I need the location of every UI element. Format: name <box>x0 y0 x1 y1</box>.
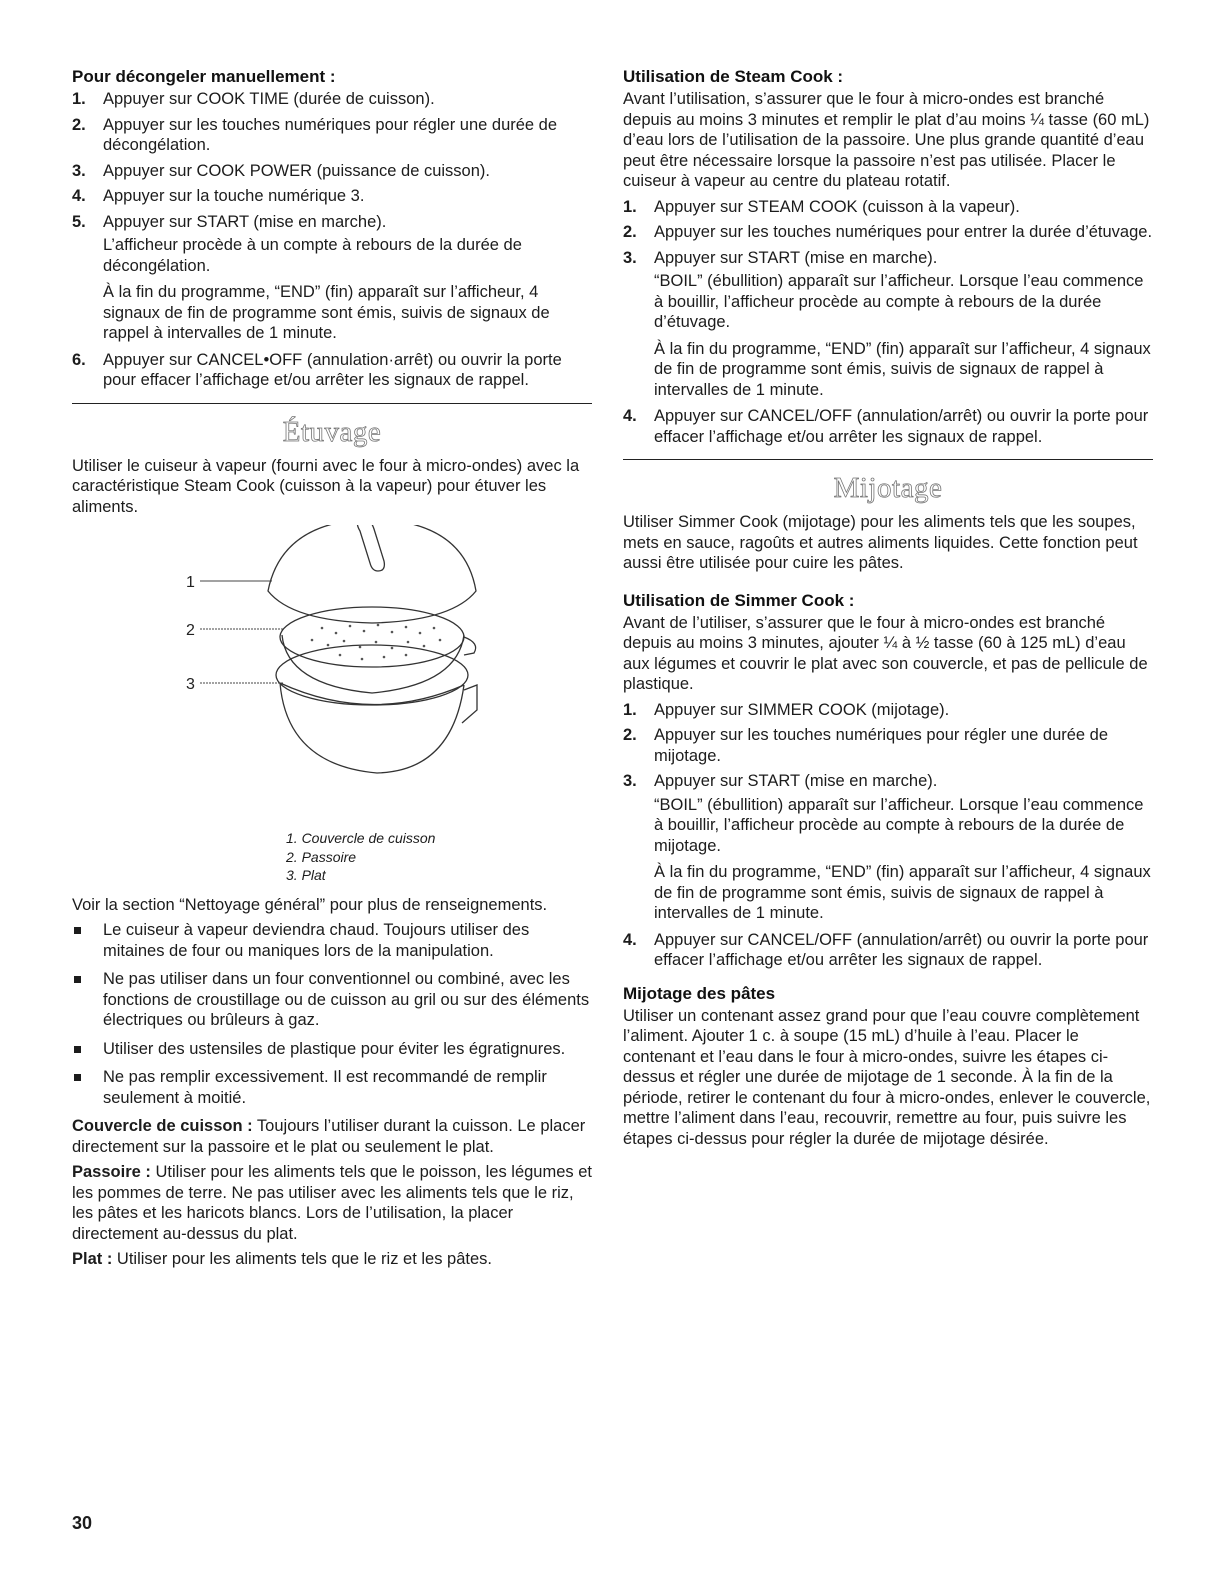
steam-steps <box>623 197 1153 448</box>
step-text: Appuyer sur CANCEL/OFF (annulation/arrêt) ou ouvrir la porte pour effacer l’affichage et/ou arrêter les signaux de rappel. <box>654 930 1149 969</box>
step-text: Appuyer sur COOK POWER (puissance de cuisson). <box>103 161 490 180</box>
step-text: Appuyer sur START (mise en marche). <box>103 212 387 231</box>
list-item <box>72 89 592 110</box>
steamer-figure <box>72 525 592 825</box>
section-divider <box>72 403 592 404</box>
caption: 1. Couvercle de cuisson <box>286 830 436 846</box>
simmer-steps <box>623 700 1153 971</box>
list-item <box>72 115 592 156</box>
step-number: 1. <box>72 90 86 108</box>
steamer-illustration <box>72 525 592 825</box>
strainer-label: Passoire : <box>72 1163 151 1181</box>
list-item <box>623 930 1153 971</box>
bullet-text: Ne pas utiliser dans un four conventionnel ou combiné, avec les fonctions de croustillage ou de cuisson au gril ou sur des éléments électriques ou brûleurs à gaz. <box>103 970 590 1029</box>
simmer-heading: Utilisation de Simmer Cook : <box>623 590 855 610</box>
dish-label: Plat : <box>72 1250 113 1268</box>
list-item <box>623 700 1153 721</box>
step-number: 4. <box>623 407 637 425</box>
step-subtext: L’afficheur procède à un compte à rebours de la durée de décongélation. <box>103 236 522 275</box>
step-number: 1. <box>623 700 637 719</box>
step-text: Appuyer sur CANCEL•OFF (annulation·arrêt) ou ouvrir la porte pour effacer l’affichage et/ou arrêter les signaux de rappel. <box>103 350 562 389</box>
step-text: Appuyer sur les touches numériques pour entrer la durée d’étuvage. <box>654 223 1153 241</box>
steam-heading: Utilisation de Steam Cook : <box>623 67 844 86</box>
list-item <box>623 406 1153 447</box>
see-section-text: Voir la section “Nettoyage général” pour plus de renseignements. <box>72 895 548 914</box>
caption: 3. Plat <box>286 867 326 883</box>
figure-captions <box>286 829 592 885</box>
page-number: 30 <box>72 1513 93 1533</box>
step-text: Appuyer sur SIMMER COOK (mijotage). <box>654 700 950 719</box>
step-number: 6. <box>72 350 86 369</box>
etuvage-intro: Utiliser le cuiseur à vapeur (fourni avec le four à micro-ondes) avec la caractéristique Steam Cook (cuisson à la vapeur) pour étuver les aliments. <box>72 456 580 516</box>
mijotage-title: Mijotage <box>833 472 943 504</box>
step-text: Appuyer sur la touche numérique 3. <box>103 187 365 205</box>
dish-text: Utiliser pour les aliments tels que le riz et les pâtes. <box>112 1250 493 1268</box>
bullet-text: Le cuiseur à vapeur deviendra chaud. Toujours utiliser des mitaines de four ou maniques lors de la manipulation. <box>103 921 530 960</box>
list-item <box>72 212 592 344</box>
list-item <box>72 186 592 207</box>
lid-paragraph <box>72 1116 592 1157</box>
lid-text: Toujours l’utiliser durant la cuisson. Le placer directement sur la passoire et le plat ou seulement le plat. <box>72 1117 586 1156</box>
figure-label: 2 <box>186 622 195 639</box>
defrost-steps <box>72 89 592 391</box>
mijotage-intro: Utiliser Simmer Cook (mijotage) pour les aliments tels que les soupes, mets en sauce, ragoûts et autres aliments liquides. Cette fonction peut aussi être utilisée pour cuire les pâtes. <box>623 513 1138 572</box>
step-text: Appuyer sur les touches numériques pour régler une durée de décongélation. <box>103 115 558 154</box>
left-column <box>72 66 592 1275</box>
list-item <box>72 1039 592 1060</box>
step-text: Appuyer sur CANCEL/OFF (annulation/arrêt) ou ouvrir la porte pour effacer l’affichage et/ou arrêter les signaux de rappel. <box>654 407 1149 446</box>
list-item <box>72 161 592 182</box>
step-number: 1. <box>623 197 637 216</box>
figure-label: 3 <box>186 676 195 693</box>
warning-bullets <box>72 920 592 1108</box>
step-number: 3. <box>623 248 637 267</box>
square-bullet-icon <box>74 1046 81 1053</box>
strainer-paragraph <box>72 1162 592 1244</box>
etuvage-title: Étuvage <box>282 415 382 448</box>
caption: 2. Passoire <box>286 848 357 865</box>
step-number: 3. <box>72 161 86 180</box>
figure-label: 1 <box>186 574 195 591</box>
step-number: 2. <box>623 726 637 744</box>
bullet-text: Utiliser des ustensiles de plastique pour éviter les égratignures. <box>103 1039 566 1058</box>
pasta-text: Utiliser un contenant assez grand pour que l’eau couvre complètement l’aliment. Ajouter 1 c. à soupe (15 mL) d’huile à l’eau. Placer le contenant et l’eau dans le four à micro-ondes, suivre les étapes ci-dessus et régler une durée de mijotage de 1 seconde. À la fin de la période, retirer le contenant du four à micro-ondes, enlever le couvercle, mettre l’aliment dans l’eau, recouvrir, remettre au four, puis suivre les étapes ci-dessus pour régler la durée de mijotage désirée. <box>623 1006 1151 1148</box>
step-number: 5. <box>72 212 86 231</box>
step-subtext: “BOIL” (ébullition) apparaît sur l’afficheur. Lorsque l’eau commence à bouillir, l’afficheur procède au compte à rebours de la durée de mijotage. <box>654 795 1144 855</box>
dish-paragraph <box>72 1249 592 1270</box>
steam-intro: Avant l’utilisation, s’assurer que le four à micro-ondes est branché depuis au moins 3 minutes et remplir le plat d’au moins ¼ tasse (60 mL) d’eau lors de l’utilisation de la passoire. Une plus grande quantité d’eau peut être nécessaire lorsque la passoire n’est pas utilisée. Placer le cuiseur à vapeur au centre du plateau rotatif. <box>623 90 1150 190</box>
step-subtext: “BOIL” (ébullition) apparaît sur l’afficheur. Lorsque l’eau commence à bouillir, l’afficheur procède au compte à rebours de la durée d’étuvage. <box>654 272 1144 331</box>
list-item <box>72 1067 592 1108</box>
list-item <box>623 248 1153 401</box>
step-subtext: À la fin du programme, “END” (fin) apparaît sur l’afficheur, 4 signaux de fin de programme sont émis, suivis de signaux de rappel à intervalles de 1 minute. <box>654 339 1151 399</box>
step-text: Appuyer sur START (mise en marche). <box>654 248 938 267</box>
square-bullet-icon <box>74 927 81 934</box>
list-item <box>72 969 592 1031</box>
simmer-intro: Avant de l’utiliser, s’assurer que le four à micro-ondes est branché depuis au moins 3 minutes, ajouter ¼ à ½ tasse (60 à 125 mL) d’eau aux légumes et couvrir le plat avec son couvercle, et pas de pellicule de plastique. <box>623 613 1148 693</box>
step-subtext: À la fin du programme, “END” (fin) apparaît sur l’afficheur, 4 signaux de fin de programme sont émis, suivis de signaux de rappel à intervalles de 1 minute. <box>103 283 550 342</box>
step-text: Appuyer sur STEAM COOK (cuisson à la vapeur). <box>654 197 1020 216</box>
defrost-heading: Pour décongeler manuellement : <box>72 67 336 86</box>
step-text: Appuyer sur COOK TIME (durée de cuisson). <box>103 90 435 108</box>
list-item <box>623 725 1153 766</box>
step-number: 4. <box>623 930 637 949</box>
list-item <box>72 920 592 961</box>
section-divider <box>623 459 1153 460</box>
pasta-heading: Mijotage des pâtes <box>623 983 776 1003</box>
strainer-text: Utiliser pour les aliments tels que le poisson, les légumes et les pommes de terre. Ne pas utiliser avec les aliments tels que le riz, les pâtes et les haricots blancs. Lors de l’utilisation, la placer directement au-dessus du plat. <box>72 1163 593 1243</box>
step-text: Appuyer sur START (mise en marche). <box>654 772 938 790</box>
lid-label: Couvercle de cuisson : <box>72 1117 253 1135</box>
bullet-text: Ne pas remplir excessivement. Il est recommandé de remplir seulement à moitié. <box>103 1068 547 1107</box>
right-column <box>623 66 1153 1154</box>
list-item <box>72 350 592 391</box>
list-item <box>623 222 1153 243</box>
step-number: 2. <box>72 115 86 134</box>
step-number: 2. <box>623 223 637 241</box>
step-text: Appuyer sur les touches numériques pour régler une durée de mijotage. <box>654 726 1109 765</box>
list-item <box>623 771 1153 924</box>
square-bullet-icon <box>74 1074 81 1081</box>
step-number: 4. <box>72 187 86 205</box>
step-subtext: À la fin du programme, “END” (fin) apparaît sur l’afficheur, 4 signaux de fin de programme sont émis, suivis de signaux de rappel à intervalles de 1 minute. <box>654 863 1151 922</box>
step-number: 3. <box>623 772 637 790</box>
list-item <box>623 197 1153 218</box>
square-bullet-icon <box>74 976 81 983</box>
